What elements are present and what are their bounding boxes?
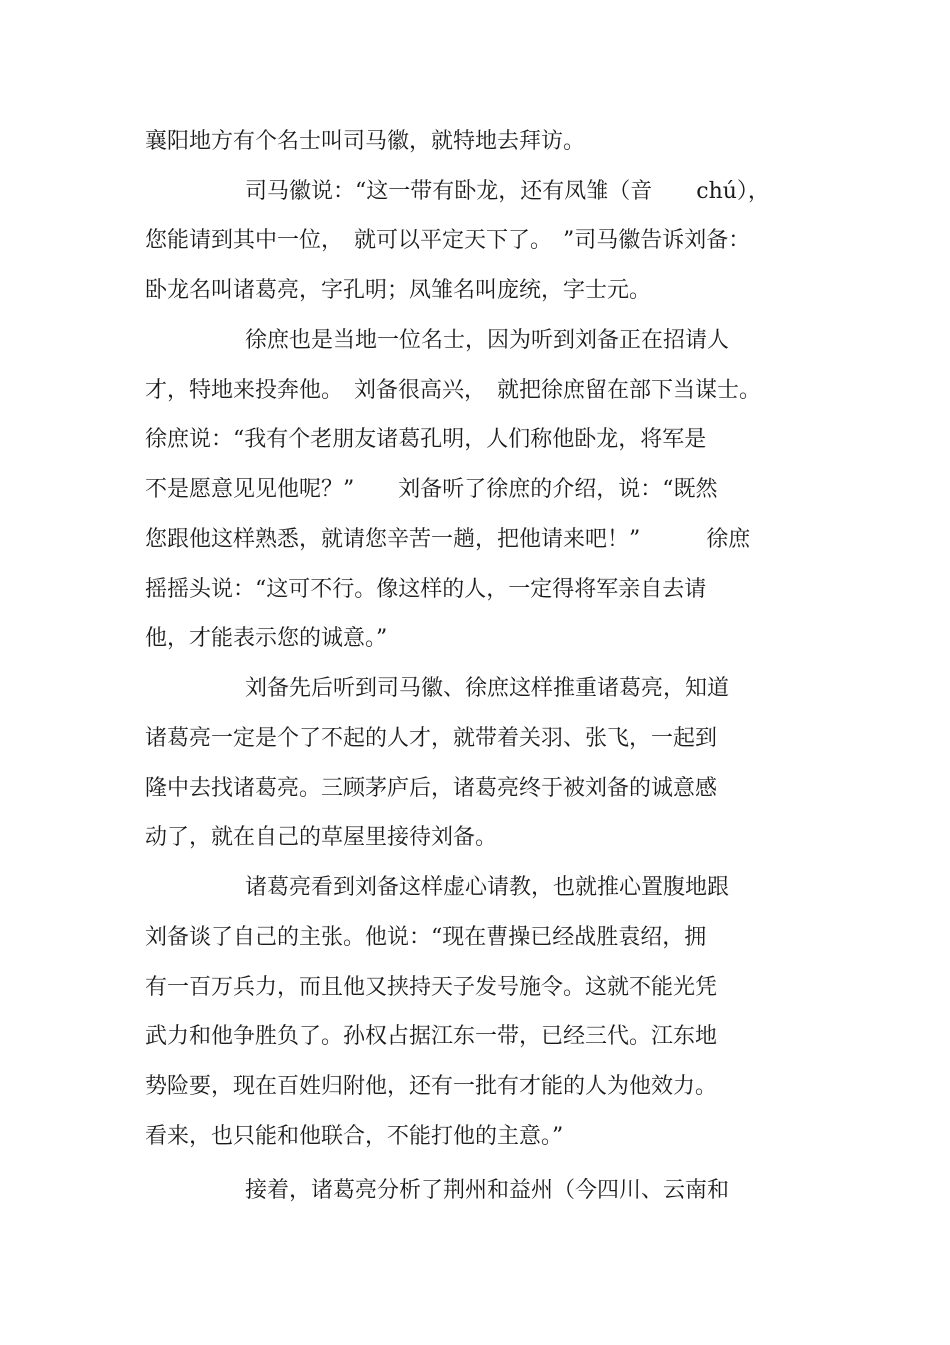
text-line: 卧龙名叫诸葛亮，字孔明；凤雏名叫庞统，字士元。: [145, 278, 652, 303]
text-line: 您能请到其中一位， 就可以平定天下了。 ”司马徽告诉刘备：: [145, 228, 751, 253]
text-line: 隆中去找诸葛亮。三顾茅庐后，诸葛亮终于被刘备的诚意感: [145, 776, 718, 801]
text-line: 刘备先后听到司马徽、徐庶这样推重诸葛亮，知道: [245, 676, 730, 701]
text-line: 徐庶说：“我有个老朋友诸葛孔明，人们称他卧龙，将军是: [145, 427, 707, 452]
text-line: 有一百万兵力，而且他又挟持天子发号施令。这就不能光凭: [145, 975, 718, 1000]
text-line: 不是愿意见见他呢？” 刘备听了徐庶的介绍，说：“既然: [145, 477, 718, 502]
text-line: 势险要，现在百姓归附他，还有一批有才能的人为他效力。: [145, 1074, 718, 1099]
text-line: 动了，就在自己的草屋里接待刘备。: [145, 825, 498, 850]
text-line: 武力和他争胜负了。孙权占据江东一带，已经三代。江东地: [145, 1024, 718, 1049]
text-line: 刘备谈了自己的主张。他说：“现在曹操已经战胜袁绍，拥: [145, 925, 707, 950]
text-line: 诸葛亮看到刘备这样虚心请教，也就推心置腹地跟: [245, 875, 730, 900]
text-line: 司马徽说：“这一带有卧龙，还有凤雏（音 chú），: [245, 179, 770, 204]
text-line: 襄阳地方有个名士叫司马徽，就特地去拜访。: [145, 129, 586, 154]
text-line: 接着，诸葛亮分析了荆州和益州（今四川、云南和: [245, 1178, 730, 1203]
text-line: 诸葛亮一定是个了不起的人才，就带着关羽、张飞，一起到: [145, 726, 718, 751]
text-line: 徐庶也是当地一位名士，因为听到刘备正在招请人: [245, 328, 730, 353]
text-line: 您跟他这样熟悉，就请您辛苦一趟，把他请来吧！” 徐庶: [145, 527, 751, 552]
text-line: 看来，也只能和他联合，不能打他的主意。”: [145, 1124, 564, 1149]
text-line: 他，才能表示您的诚意。”: [145, 626, 388, 651]
text-line: 才，特地来投奔他。 刘备很高兴， 就把徐庶留在部下当谋士。: [145, 378, 762, 403]
text-line: 摇摇头说：“这可不行。像这样的人，一定得将军亲自去请: [145, 577, 707, 602]
